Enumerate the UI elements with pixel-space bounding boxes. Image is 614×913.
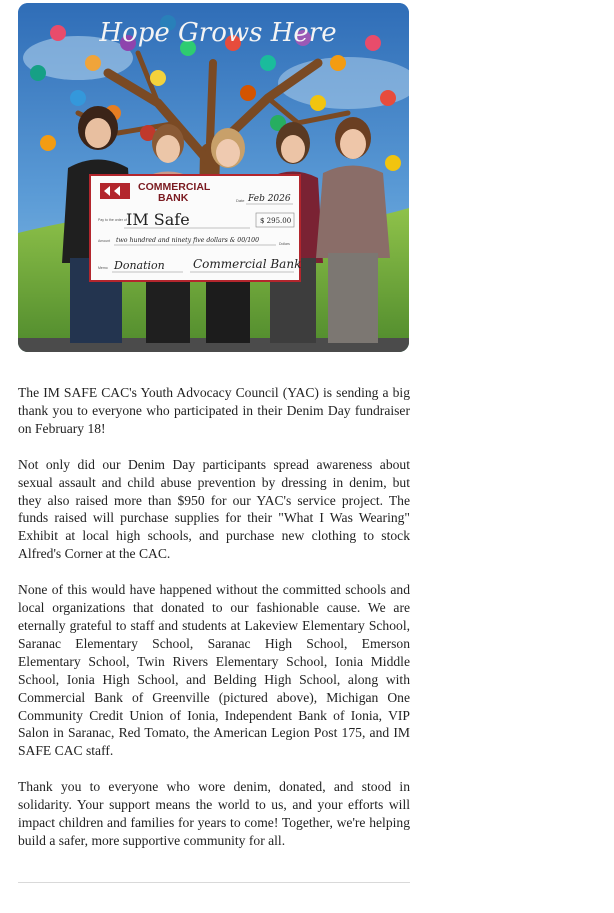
article-body — [18, 384, 410, 868]
check-date: Feb 2026 — [248, 194, 291, 204]
section-divider — [18, 882, 410, 883]
mural-title: Hope Grows Here — [99, 18, 337, 48]
article-paragraph-results: Not only did our Denim Day participants spread awareness about sexual assault and child abuse prevention by dressing in denim, but they also raised more than $950 for our YAC's service project. The funds raised will purchase supplies for their "What I Was Wearing" Exhibit at local high schools, and purchase new clothing to stock Alfred's Corner at the CAC. — [18, 456, 410, 562]
check-amount-label: Amount — [98, 239, 111, 243]
check-memo: Donation — [114, 259, 165, 272]
check-signature: Commercial Bank — [193, 257, 302, 271]
check-presentation-photo — [18, 3, 409, 352]
article-paragraph-closing: Thank you to everyone who wore denim, donated, and stood in solidarity. Your support means the world to us, and your efforts will impact children and families for years to come! Together, we're helping build a safer, more supportive community for all. — [18, 779, 410, 848]
article-paragraph-intro: The IM SAFE CAC's Youth Advocacy Council (YAC) is sending a big thank you to everyone who participated in their Denim Day fundraiser on February 18! — [18, 385, 410, 436]
check-pay-label: Pay to the order of — [98, 218, 127, 222]
photo-illustration — [18, 3, 409, 352]
check-bank-name: COMMERCIAL — [138, 181, 211, 193]
check-bank-name-2: BANK — [158, 192, 189, 204]
big-check — [90, 175, 301, 281]
check-amount-words: two hundred and ninety five dollars & 00/100 — [116, 237, 260, 244]
check-payee: IM Safe — [126, 210, 190, 229]
check-amount-box: $ 295.00 — [260, 217, 292, 225]
check-memo-label: Memo — [98, 266, 108, 270]
check-dollars-label: Dollars — [279, 242, 290, 246]
article-paragraph-thanks-donors: None of this would have happened without the committed schools and local organizations that donated to our fashionable cause. We are eternally grateful to staff and students at Lakeview Elementary School, Saranac Elementary School, Saranac High School, Emerson Elementary School, Twin Rivers Elementary School, Ionia Middle School, Ionia High School, and Belding High School, along with Commercial Bank of Greenville (pictured above), Michigan One Community Credit Union of Ionia, Independent Bank of Ionia, VIP Salon in Saranac, Red Tomato, the American Legion Post 175, and IM SAFE CAC staff. — [18, 582, 410, 759]
check-date-label: Date — [236, 198, 245, 203]
